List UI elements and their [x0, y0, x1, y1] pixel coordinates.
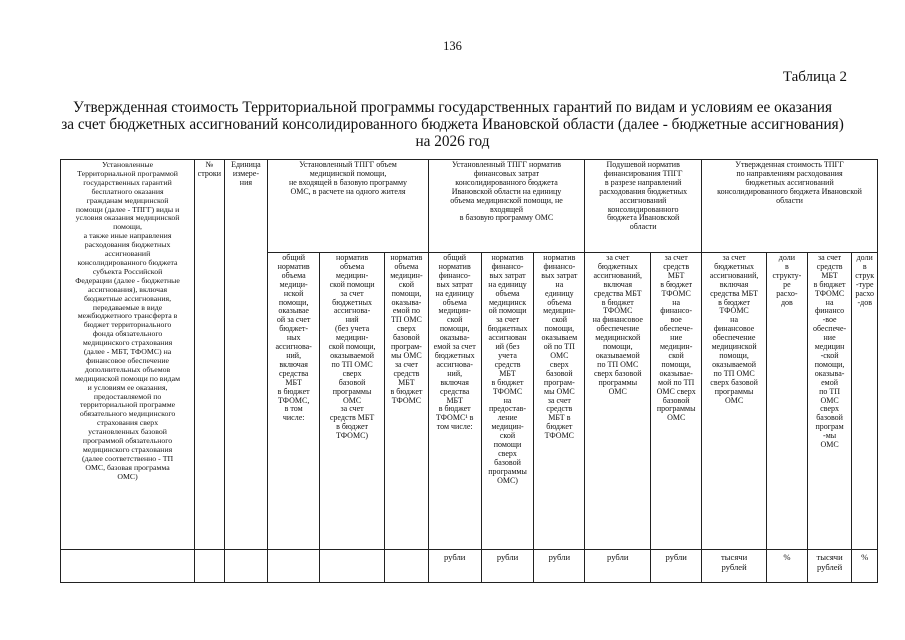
header-cost-budget: норматив финансо- вых затрат на единицу объема медицинск ой помощи за счет бюджетных ассигнован ий (без учета средств МБТ в бюджет ТФОМС на предостав- ление медицин- ской помощи сверх базовой программы ОМС) — [481, 253, 534, 550]
units-cell: рубли — [534, 550, 585, 583]
page-number: 136 — [443, 39, 462, 53]
units-cell — [61, 550, 195, 583]
header-group-volume: Установленный ТПГГ объем медицинской помощи, не входящей в базовую программу ОМС, в расчете на одного жителя — [268, 160, 429, 253]
units-cell — [195, 550, 224, 583]
units-cell — [385, 550, 429, 583]
header-volume-budget: норматив объема медицин- ской помощи за счет бюджетных ассигнова- ний (без учета медицин- ской помощи, оказываемой по ТП ОМС сверх базовой программы ОМС за счет средств МБТ в бюджет ТФОМС) — [320, 253, 385, 550]
header-group-approved: Утвержденная стоимость ТПГГ по направлениям расходования бюджетных ассигнований консолидированного бюджета Ивановской области — [702, 160, 878, 253]
title-line: за счет бюджетных ассигнований консолидированного бюджета Ивановской области (далее - бюджетные ассигнования) — [61, 116, 844, 133]
units-cell — [224, 550, 268, 583]
header-approved-budget: за счет бюджетных ассигнований, включая средства МБТ в бюджет ТФОМС на финансовое обеспечение медицинской помощи, оказываемой по ТП ОМС сверх базовой программы ОМС — [702, 253, 767, 550]
units-cell — [320, 550, 385, 583]
units-row — [61, 550, 878, 583]
units-cell: тысячи рублей — [807, 550, 852, 583]
header-group-cost-norm: Установленный ТПГГ норматив финансовых затрат консолидированного бюджета Ивановской области на единицу объема медицинской помощи, не входящей в базовую программу ОМС — [428, 160, 584, 253]
header-conditions: Установленные Территориальной программой государственных гарантий бесплатного оказания гражданам медицинской помощи (далее - ТПГГ) виды и условия оказания медицинской помощи, а также иные направления расходования бюджетных ассигнований консолидированного бюджета субъекта Российской Федерации (далее - бюджетные ассигнования), включая бюджетные ассигнования, передаваемые в виде межбюджетного трансферта в бюджет территориального фонда обязательного медицинского страхования (далее - МБТ, ТФОМС) на финансовое обеспечение дополнительных объемов медицинской помощи по видам и условиям ее оказания, предоставляемой по территориальной программе обязательного медицинского страхования сверх установленных базовой программой обязательного медицинского страхования (далее соответственно - ТП ОМС, базовая программа ОМС) — [61, 160, 195, 550]
header-group-per-capita: Подушевой норматив финансирования ТПГГ в разрезе направлений расходования бюджетных ассигнований консолидированного бюджета Ивановской области — [585, 160, 702, 253]
header-unit: Единица измере- ния — [224, 160, 268, 550]
document-title — [40, 99, 865, 150]
title-line: Утвержденная стоимость Территориальной программы государственных гарантий по видам и условиям ее оказания — [73, 99, 832, 116]
units-cell: рубли — [481, 550, 534, 583]
units-cell: % — [767, 550, 808, 583]
header-per-capita-mbt: за счет средств МБТ в бюджет ТФОМС на финансо- вое обеспече- ние медицин- ской помощи, оказывае- мой по ТП ОМС сверх базовой программы ОМС — [651, 253, 702, 550]
units-cell — [268, 550, 320, 583]
units-cell: рубли — [585, 550, 651, 583]
header-volume-mbt: норматив объема медицин- ской помощи, оказыва- емой по ТП ОМС сверх базовой програм- мы ОМС за счет средств МБТ в бюджет ТФОМС — [385, 253, 429, 550]
header-per-capita-budget: за счет бюджетных ассигнований, включая средства МБТ в бюджет ТФОМС на финансовое обеспечение медицинской помощи, оказываемой по ТП ОМС сверх базовой программы ОМС — [585, 253, 651, 550]
cost-table — [60, 159, 878, 583]
header-approved-mbt: за счет средств МБТ в бюджет ТФОМС на финансо -вое обеспече- ние медицин -ской помощи, оказыва- емой по ТП ОМС сверх базовой програм -мы ОМС — [807, 253, 852, 550]
header-cost-total: общий норматив финансо- вых затрат на единицу объема медицин- ской помощи, оказыва- емой за счет бюджетных ассигнова- ний, включая средства МБТ в бюджет ТФОМС¹ в том числе: — [428, 253, 481, 550]
header-cost-mbt: норматив финансо- вых затрат на единицу объема медицин- ской помощи, оказываем ой по ТП ОМС сверх базовой програм- мы ОМС за счет средств МБТ в бюджет ТФОМС — [534, 253, 585, 550]
header-approved-budget-share: доли в структу- ре расхо- дов — [767, 253, 808, 550]
table-label: Таблица 2 — [782, 69, 847, 85]
units-cell: рубли — [428, 550, 481, 583]
header-row-groups — [61, 160, 878, 253]
header-volume-total: общий норматив объема медици- нской помощи, оказывае ой за счет бюджет- ных ассигнова- ний, включая средства МБТ в бюджет ТФОМС, в том числе: — [268, 253, 320, 550]
header-approved-mbt-share: доли в струк -туре расхо -дов — [852, 253, 878, 550]
units-cell: тысячи рублей — [702, 550, 767, 583]
header-row-number: № строки — [195, 160, 224, 550]
units-cell: % — [852, 550, 878, 583]
units-cell: рубли — [651, 550, 702, 583]
title-line: на 2026 год — [415, 133, 490, 150]
